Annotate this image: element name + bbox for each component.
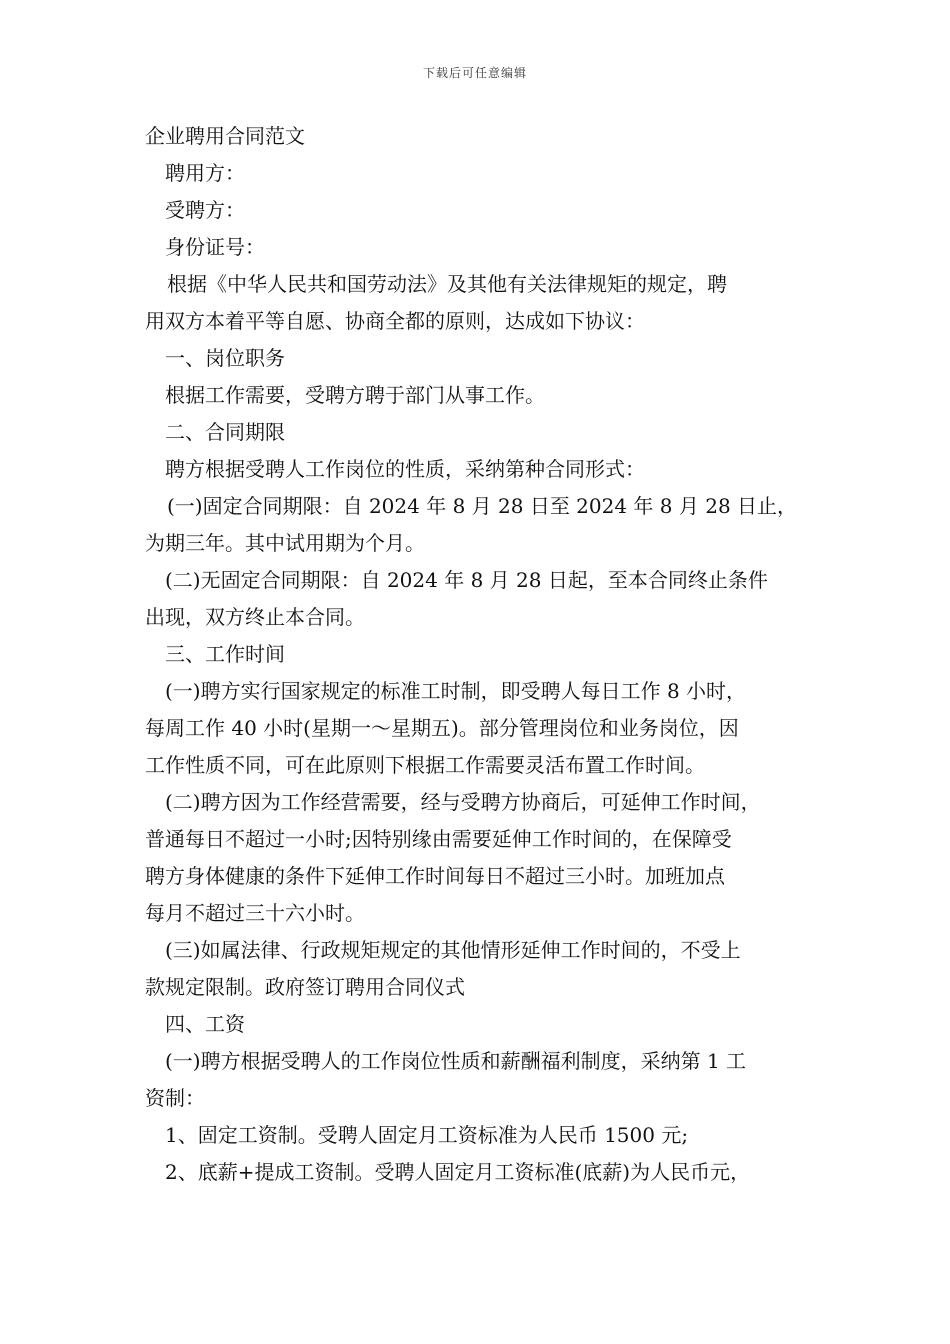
paragraph-line: 普通每日不超过一小时;因特别缘由需要延伸工作时间的，在保障受 xyxy=(145,827,732,851)
page-header-note: 下载后可任意编辑 xyxy=(422,66,527,80)
paragraph-line: 工作性质不同，可在此原则下根据工作需要灵活布置工作时间。 xyxy=(145,753,705,777)
document-body xyxy=(145,118,810,1191)
paragraph-line: (一)固定合同期限：自 2024 年 8 月 28 日至 2024 年 8 月 28 日止， xyxy=(167,494,798,518)
paragraph-line: 根据工作需要，受聘方聘于部门从事工作。 xyxy=(165,383,545,407)
paragraph-line: (二)聘方因为工作经营需要，经与受聘方协商后，可延伸工作时间， xyxy=(165,790,761,814)
section-heading: 二、合同期限 xyxy=(165,420,285,444)
paragraph-line: 每周工作 40 小时(星期一～星期五)。部分管理岗位和业务岗位，因 xyxy=(145,716,739,740)
paragraph-line: 款规定限制。政府签订聘用合同仪式 xyxy=(145,975,465,999)
paragraph-line: 2、底薪+提成工资制。受聘人固定月工资标准(底薪)为人民币元， xyxy=(165,1160,751,1184)
paragraph-line: (二)无固定合同期限：自 2024 年 8 月 28 日起，至本合同终止条件 xyxy=(165,568,768,592)
paragraph-line: 用双方本着平等自愿、协商全都的原则，达成如下协议： xyxy=(145,309,645,333)
paragraph-line: 资制： xyxy=(145,1086,205,1110)
paragraph-line: 根据《中华人民共和国劳动法》及其他有关法律规矩的规定，聘 xyxy=(167,272,727,296)
paragraph-line: (三)如属法律、行政规矩规定的其他情形延伸工作时间的，不受上 xyxy=(165,938,741,962)
employee-field: 受聘方： xyxy=(165,198,245,222)
id-number-field: 身份证号： xyxy=(165,235,265,259)
paragraph-line: 聘方身体健康的条件下延伸工作时间每日不超过三小时。加班加点 xyxy=(145,864,725,888)
paragraph-line: 聘方根据受聘人工作岗位的性质，采纳第种合同形式： xyxy=(165,457,645,481)
document-title: 企业聘用合同范文 xyxy=(145,124,305,148)
paragraph-line: 出现，双方终止本合同。 xyxy=(145,605,365,629)
paragraph-line: (一)聘方实行国家规定的标准工时制，即受聘人每日工作 8 小时， xyxy=(165,679,747,703)
employer-field: 聘用方： xyxy=(165,161,245,185)
paragraph-line: (一)聘方根据受聘人的工作岗位性质和薪酬福利制度，采纳第 1 工 xyxy=(165,1049,747,1073)
paragraph-line: 为期三年。其中试用期为个月。 xyxy=(145,531,425,555)
paragraph-line: 1、固定工资制。受聘人固定月工资标准为人民币 1500 元; xyxy=(165,1123,689,1147)
paragraph-line: 每月不超过三十六小时。 xyxy=(145,901,365,925)
section-heading: 三、工作时间 xyxy=(165,642,285,666)
section-heading: 一、岗位职务 xyxy=(165,346,285,370)
section-heading: 四、工资 xyxy=(165,1012,245,1036)
